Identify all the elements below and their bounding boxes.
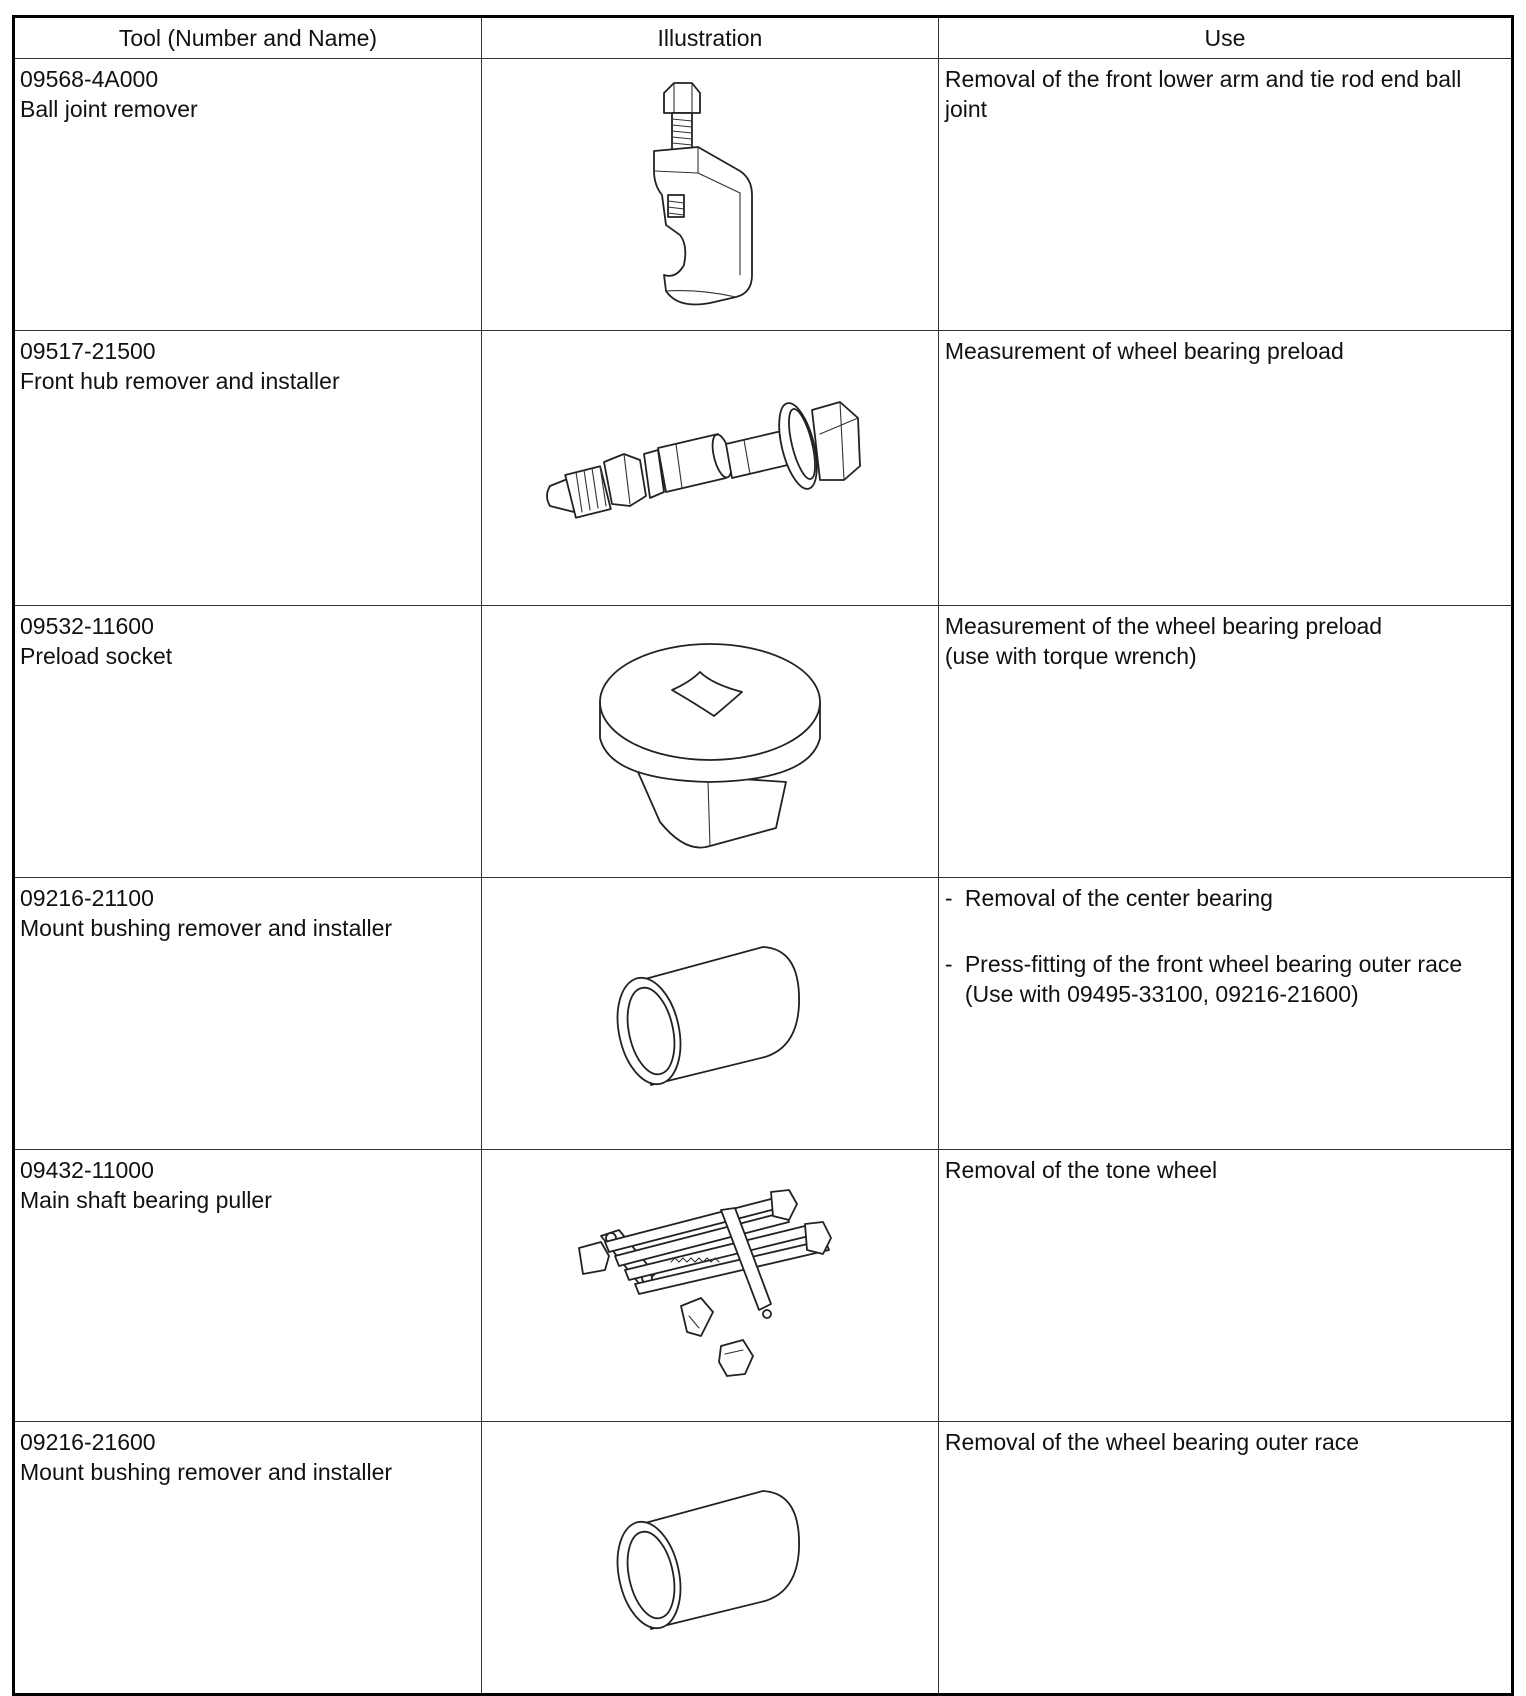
illustration-cell [481, 1150, 938, 1422]
illustration-cell [481, 1422, 938, 1695]
table-row [14, 59, 1513, 331]
tool-number: 09216-21100 [20, 885, 154, 911]
table-row [14, 606, 1513, 878]
table-row [14, 331, 1513, 606]
tool-name: Main shaft bearing puller [20, 1187, 272, 1213]
use-text [965, 883, 1273, 913]
use-text: (use with torque wrench) [944, 643, 1197, 669]
ball-joint-remover-icon [640, 75, 780, 315]
use-text: joint [944, 96, 988, 122]
tool-name: Ball joint remover [20, 96, 198, 122]
tool-number: 09568-4A000 [20, 66, 159, 92]
tool-cell [14, 59, 482, 331]
bearing-puller-icon [575, 1186, 845, 1386]
use-text: Removal of the tone wheel [944, 1157, 1218, 1183]
bushing-cylinder-icon [615, 939, 805, 1089]
header-illustration: Illustration [481, 17, 938, 59]
tool-cell [14, 1422, 482, 1695]
tool-cell [14, 1150, 482, 1422]
use-line: Removal of the center bearing [964, 885, 1273, 911]
tool-name: Front hub remover and installer [20, 368, 340, 394]
tool-name: Mount bushing remover and installer [20, 915, 393, 941]
use-line: Press-fitting of the front wheel bearing outer race [964, 951, 1463, 977]
table-row [14, 1422, 1513, 1695]
special-tools-table [12, 15, 1514, 1696]
table-row [14, 1150, 1513, 1422]
bushing-cylinder-icon [615, 1483, 805, 1633]
use-cell [938, 331, 1512, 606]
use-text: Measurement of wheel bearing preload [944, 338, 1344, 364]
bullet-dash: - [944, 951, 953, 977]
use-cell [938, 59, 1512, 331]
tool-number: 09216-21600 [20, 1429, 156, 1455]
illustration-cell [481, 606, 938, 878]
bullet-dash: - [944, 885, 953, 911]
use-cell [938, 878, 1512, 1150]
tool-name: Mount bushing remover and installer [20, 1459, 393, 1485]
tool-name: Preload socket [20, 643, 173, 669]
use-cell [938, 606, 1512, 878]
illustration-cell [481, 59, 938, 331]
use-cell [938, 1150, 1512, 1422]
tool-cell [14, 331, 482, 606]
tool-cell [14, 606, 482, 878]
table-row [14, 878, 1513, 1150]
use-text: Removal of the front lower arm and tie rod end ball [944, 66, 1462, 92]
tool-number: 09517-21500 [20, 338, 156, 364]
use-bullet [945, 883, 1505, 913]
use-text: Removal of the wheel bearing outer race [944, 1429, 1360, 1455]
use-line: (Use with 09495-33100, 09216-21600) [964, 981, 1359, 1007]
tool-cell [14, 878, 482, 1150]
table-header-row [14, 17, 1513, 59]
preload-socket-icon [590, 632, 830, 852]
tool-number: 09432-11000 [20, 1157, 154, 1183]
header-tool: Tool (Number and Name) [14, 17, 482, 59]
illustration-cell [481, 878, 938, 1150]
use-cell [938, 1422, 1512, 1695]
header-use: Use [938, 17, 1512, 59]
use-bullet [945, 949, 1505, 1009]
illustration-cell [481, 331, 938, 606]
hub-remover-installer-icon [540, 388, 880, 548]
use-text: Measurement of the wheel bearing preload [944, 613, 1383, 639]
use-text [965, 949, 1462, 1009]
tool-number: 09532-11600 [20, 613, 154, 639]
